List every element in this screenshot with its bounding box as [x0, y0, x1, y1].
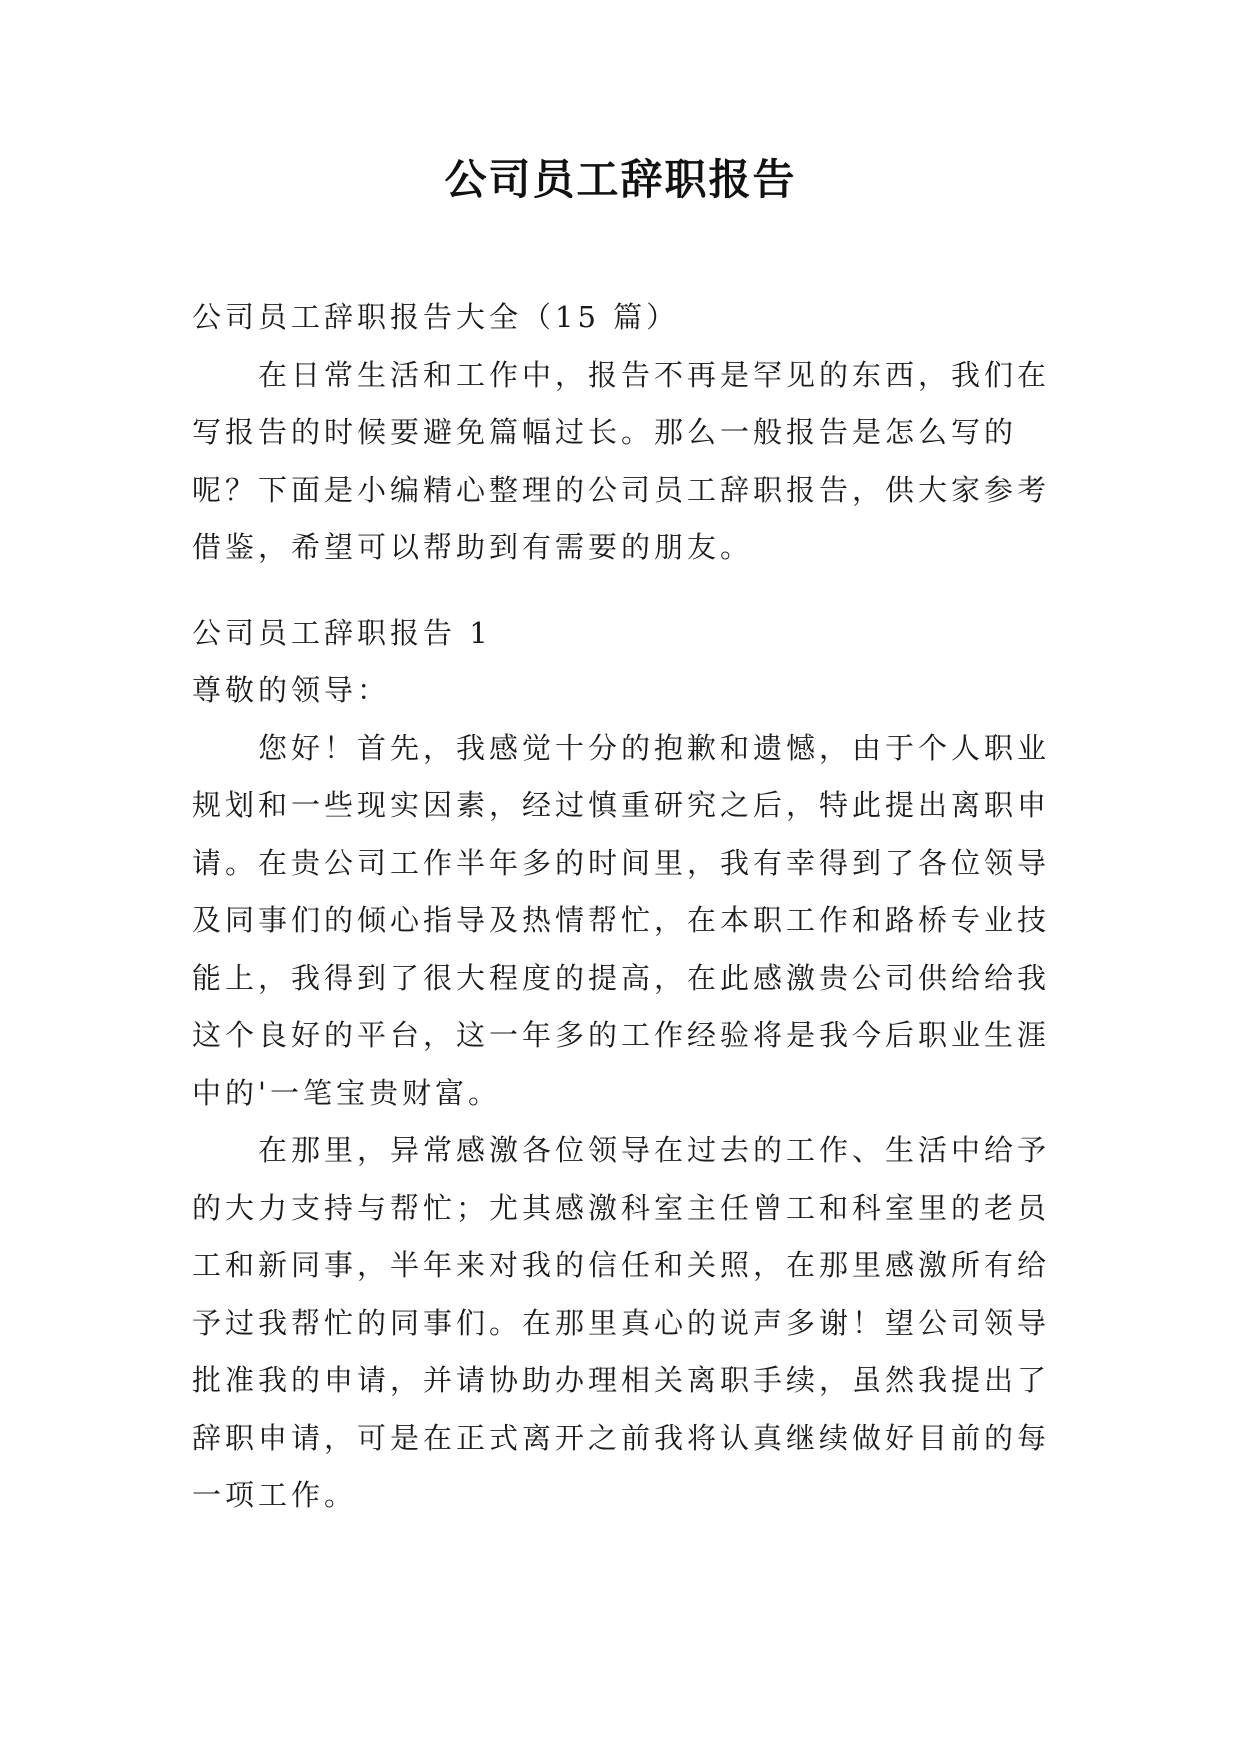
document-body [192, 289, 1054, 1525]
paragraph-line: 的大力支持与帮忙；尤其感激科室主任曾工和科室里的老员 [192, 1190, 1051, 1225]
paragraph-line: 请。在贵公司工作半年多的时间里，我有幸得到了各位领导 [192, 845, 1051, 880]
paragraph-line: 您好！首先，我感觉十分的抱歉和遗憾，由于个人职业 [258, 730, 1051, 765]
paragraph-line: 工和新同事，半年来对我的信任和关照，在那里感激所有给 [192, 1248, 1051, 1282]
paragraph-line: 中的'一笔宝贵财富。 [192, 1075, 501, 1110]
intro-paragraph [192, 347, 1054, 577]
paragraph-line: 及同事们的倾心指导及热情帮忙，在本职工作和路桥专业技 [192, 903, 1051, 937]
salutation: 尊敬的领导： [192, 673, 391, 707]
intro-line: 呢？下面是小编精心整理的公司员工辞职报告，供大家参考 [192, 472, 1051, 507]
paragraph-line: 批准我的申请，并请协助办理相关离职手续，虽然我提出了 [192, 1363, 1051, 1397]
document-subtitle: 公司员工辞职报告大全（15 篇） [192, 300, 680, 334]
paragraph-line: 能上，我得到了很大程度的提高，在此感激贵公司供给给我 [192, 960, 1051, 995]
letter-paragraph-1 [192, 720, 1054, 1123]
paragraph-line: 这个良好的平台，这一年多的工作经验将是我今后职业生涯 [192, 1018, 1051, 1052]
paragraph-gap [192, 577, 1054, 605]
paragraph-line: 辞职申请，可是在正式离开之前我将认真继续做好目前的每 [192, 1420, 1051, 1455]
letter-paragraph-2 [192, 1122, 1054, 1525]
intro-line: 写报告的时候要避免篇幅过长。那么一般报告是怎么写的 [192, 415, 1018, 449]
document-title: 公司员工辞职报告 [444, 155, 797, 204]
paragraph-line: 在那里，异常感激各位领导在过去的工作、生活中给予 [258, 1133, 1051, 1167]
section-heading: 公司员工辞职报告 1 [192, 615, 492, 650]
paragraph-line: 规划和一些现实因素，经过慎重研究之后，特此提出离职申 [192, 788, 1051, 822]
intro-line: 借鉴，希望可以帮助到有需要的朋友。 [192, 530, 754, 564]
paragraph-line: 一项工作。 [192, 1478, 358, 1512]
intro-line: 在日常生活和工作中，报告不再是罕见的东西，我们在 [258, 357, 1051, 392]
paragraph-line: 予过我帮忙的同事们。在那里真心的说声多谢！望公司领导 [192, 1305, 1051, 1340]
